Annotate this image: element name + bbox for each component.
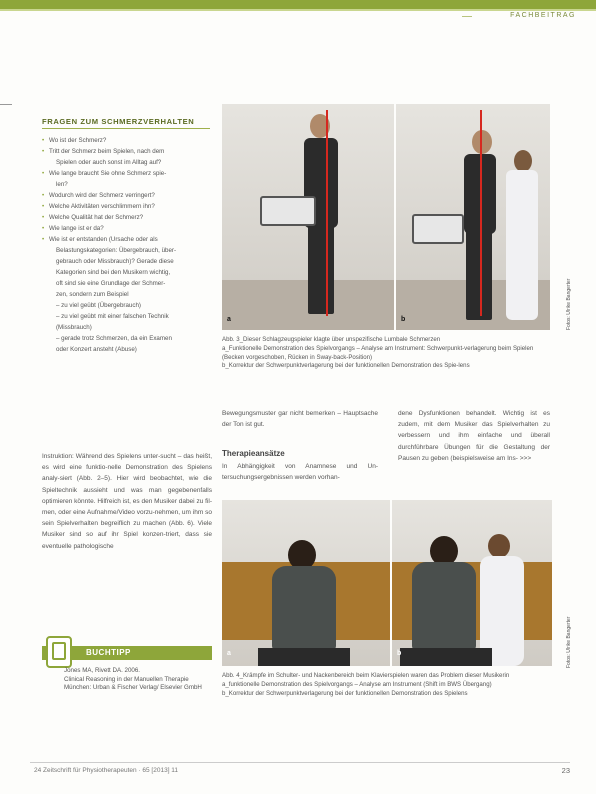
section-label: FACHBEITRAG xyxy=(510,12,576,19)
question-item: – gerade trotz Schmerzen, da ein Examen xyxy=(56,335,172,342)
figure-4-caption: Abb. 4_Krämpfe im Schulter- und Nackenbereich beim Klavierspielen waren das Problem dieser Musikerin a_funktionelle Demonstration des Spielvorgangs – Analyse am Instrument (Shift im BWS Übergang) b_Korrektur der Schwerpunktverlagerung bei der funktionellen Demonstration des Spielens xyxy=(222,672,510,697)
therapist-head xyxy=(514,150,532,172)
figure-4b-label: b xyxy=(397,650,402,657)
question-item: • Wodurch wird der Schmerz verringert? xyxy=(42,190,212,201)
question-item: len? xyxy=(56,181,68,188)
question-item: zen, sondern zum Beispiel xyxy=(56,291,129,298)
page-number: 23 xyxy=(561,766,570,775)
pianist-body xyxy=(272,566,336,650)
book-tip-title: BUCHTIPP xyxy=(86,648,131,657)
question-item: • Welche Aktivitäten verschlimmern ihn? xyxy=(42,201,212,212)
drummer-legs xyxy=(466,230,492,320)
questions-title: FRAGEN ZUM SCHMERZVERHALTEN xyxy=(42,117,195,126)
footer-rule xyxy=(30,762,570,763)
question-item: • Tritt der Schmerz beim Spielen, nach dem xyxy=(42,146,212,157)
question-item: – zu viel geübt mit einer falschen Technik xyxy=(56,313,169,320)
question-item: • Welche Qualität hat der Schmerz? xyxy=(42,212,212,223)
figure-4a-label: a xyxy=(227,650,231,657)
mid-column-1-text: Bewegungsmuster gar nicht bemerken – Hauptsache der Ton ist gut. xyxy=(222,410,378,429)
figure-4b-photo xyxy=(392,500,552,666)
therapy-heading: Therapieansätze xyxy=(222,449,285,458)
posture-line xyxy=(326,110,328,316)
margin-tick xyxy=(0,104,12,105)
question-item: • Wie lange ist er da? xyxy=(42,223,212,234)
figure-4a-photo xyxy=(222,500,390,666)
figure-3b-label: b xyxy=(401,316,406,323)
piano-bench xyxy=(258,648,350,666)
therapist-head xyxy=(488,534,510,558)
mid-column-2-text: dene Dysfunktionen behandelt. Wichtig ist es zudem, mit dem Musiker das Spielverhalten zu verbessern und ihm einfache und überall durchführbare Übungen für die Gestaltung der Pausen zu geben (beispielsweise am Ins- >>> xyxy=(398,410,550,462)
pianist-body xyxy=(412,562,476,650)
question-item: • Wo ist der Schmerz? xyxy=(42,135,212,146)
question-item: – zu viel geübt (Übergebrauch) xyxy=(56,302,141,309)
book-tip-text: Jones MA, Rivett DA. 2006. Clinical Reasoning in der Manuellen Therapie München: Urban & Fischer Verlag/ Elsevier GmbH xyxy=(64,667,202,692)
figure-3b-photo xyxy=(396,104,550,330)
snare-drum xyxy=(260,196,316,226)
top-color-band xyxy=(0,0,596,9)
figure-3-credit: Fotos: Ulrike Bangerter xyxy=(566,278,572,330)
top-band-edge xyxy=(0,9,596,11)
question-item: • Wie lange braucht Sie ohne Schmerz spie- xyxy=(42,168,212,179)
drummer-legs xyxy=(308,224,334,314)
figure-4-credit: Fotos: Ulrike Bangerter xyxy=(566,616,572,668)
question-item: Spielen oder auch sonst im Alltag auf? xyxy=(56,159,162,166)
book-icon-inner xyxy=(52,642,66,660)
figure-3a-label: a xyxy=(227,316,231,323)
questions-rule xyxy=(42,128,210,129)
therapist-body xyxy=(506,170,538,320)
figure-3a-photo xyxy=(222,104,394,330)
question-item: oft sind sie eine Grundlage der Schmer- xyxy=(56,280,166,287)
posture-line xyxy=(480,110,482,316)
figure-3-caption: Abb. 3_Dieser Schlagzeugspieler klagte über unspezifische Lumbale Schmerzen a_Funktionelle Demonstration des Spielvorgangs – Analyse am Instrument: Schwerpunkt-verlagerung beim Spielen (Becken vorgeschoben, Rücken in Sway-back-Position) b_Korrektur der Schwerpunktverlagerung bei der funktionellen Demonstration des Spie-lens xyxy=(222,336,534,370)
snare-drum xyxy=(412,214,464,244)
questions-list xyxy=(42,135,212,355)
question-item: Belastungskategorien: Übergebrauch, über- xyxy=(56,247,177,254)
footer-journal: 24 Zeitschrift für Physiotherapeuten · 65 [2013] 11 xyxy=(34,767,179,774)
question-item: Kategorien sind bei den Musikern wichtig, xyxy=(56,269,171,276)
question-item: • Wie ist er entstanden (Ursache oder als xyxy=(42,234,212,245)
left-body-text: Instruktion: Während des Spielens unter-sucht – das heißt, es wird eine funktio-nelle Demonstration des Spielens analy-siert (Abb. 2–5). Hier wird beobachtet, wie die Spieltechnik aussieht und was man gegebenenfalls optimieren könnte. Hilfreich ist, es den Musiker dabei zu fil-men, oder eine Aufnahme/Video vorzu-nehmen, um ihm so sein Spielverhalten begreiflich zu machen (Abb. 6). Viele Musiker sind so auf ihr Spiel konzen-triert, dass sie eventuelle pathologische xyxy=(42,453,212,550)
therapy-text: In Abhängigkeit von Anamnese und Un-tersuchungsergebnissen werden vorhan- xyxy=(222,463,378,482)
question-item: (Missbrauch) xyxy=(56,324,92,331)
question-item: gebrauch oder Missbrauch)? Gerade diese xyxy=(56,258,174,265)
drummer-head xyxy=(472,130,492,154)
section-rule xyxy=(462,16,472,17)
question-item: oder Konzert ansteht (Abuse) xyxy=(56,346,137,353)
piano-bench xyxy=(400,648,492,666)
